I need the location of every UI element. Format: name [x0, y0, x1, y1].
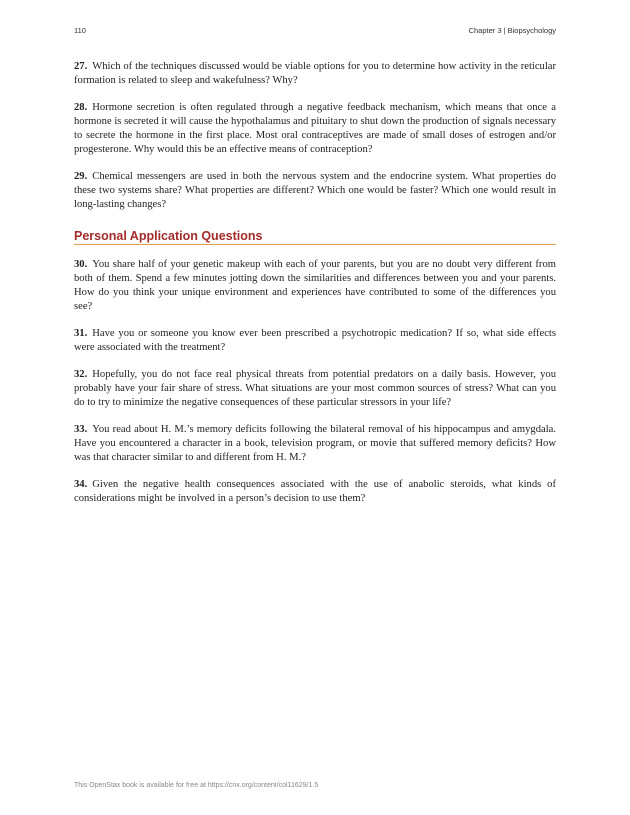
question-text: You share half of your genetic makeup with each of your parents, but you are no doubt very different from both of them. Spend a few minutes jotting down the similarities and differences between you and your parents. How do you think your unique environment and experiences have contributed to some of the differences you see? [74, 259, 556, 312]
section-heading: Personal Application Questions [74, 229, 556, 245]
question-34 [74, 478, 556, 506]
question-number: 27. [74, 61, 88, 72]
question-30 [74, 258, 556, 314]
page-footer: This OpenStax book is available for free at https://cnx.org/content/col11629/1.5 [74, 782, 319, 789]
page-content [74, 60, 556, 519]
question-29 [74, 170, 556, 212]
question-number: 31. [74, 328, 88, 339]
question-27 [74, 60, 556, 88]
question-text: Given the negative health consequences associated with the use of anabolic steroids, what kinds of considerations might be involved in a person’s decision to use them? [74, 479, 556, 504]
question-text: Hormone secretion is often regulated through a negative feedback mechanism, which means that once a hormone is secreted it will cause the hypothalamus and pituitary to shut down the production of signals necessary to secrete the hormone in the first place. Most oral contraceptives are made of small doses of estrogen and/or progesterone. Why would this be an effective means of contraception? [74, 102, 556, 155]
question-number: 28. [74, 102, 88, 113]
question-text: Have you or someone you know ever been prescribed a psychotropic medication? If so, what side effects were associated with the treatment? [74, 328, 556, 353]
question-32 [74, 368, 556, 410]
question-31 [74, 327, 556, 355]
question-number: 33. [74, 424, 88, 435]
question-28 [74, 101, 556, 157]
question-text: Which of the techniques discussed would be viable options for you to determine how activity in the reticular formation is related to sleep and wakefulness? Why? [74, 61, 556, 86]
question-number: 34. [74, 479, 88, 490]
question-number: 29. [74, 171, 88, 182]
page-number: 110 [74, 26, 86, 35]
chapter-title: Chapter 3 | Biopsychology [468, 26, 556, 35]
question-33 [74, 423, 556, 465]
question-text: Chemical messengers are used in both the nervous system and the endocrine system. What properties do these two systems share? What properties are different? Which one would be faster? Which one would result in long-lasting changes? [74, 171, 556, 210]
question-number: 30. [74, 259, 88, 270]
question-text: Hopefully, you do not face real physical threats from potential predators on a daily basis. However, you probably have your fair share of stress. What situations are your most common sources of stress? What can you do to try to minimize the negative consequences of these particular stressors in your life? [74, 369, 556, 408]
question-number: 32. [74, 369, 88, 380]
question-text: You read about H. M.’s memory deficits following the bilateral removal of his hippocampus and amygdala. Have you encountered a character in a book, television program, or movie that suffered memory deficits? How was that character similar to and different from H. M.? [74, 424, 556, 463]
